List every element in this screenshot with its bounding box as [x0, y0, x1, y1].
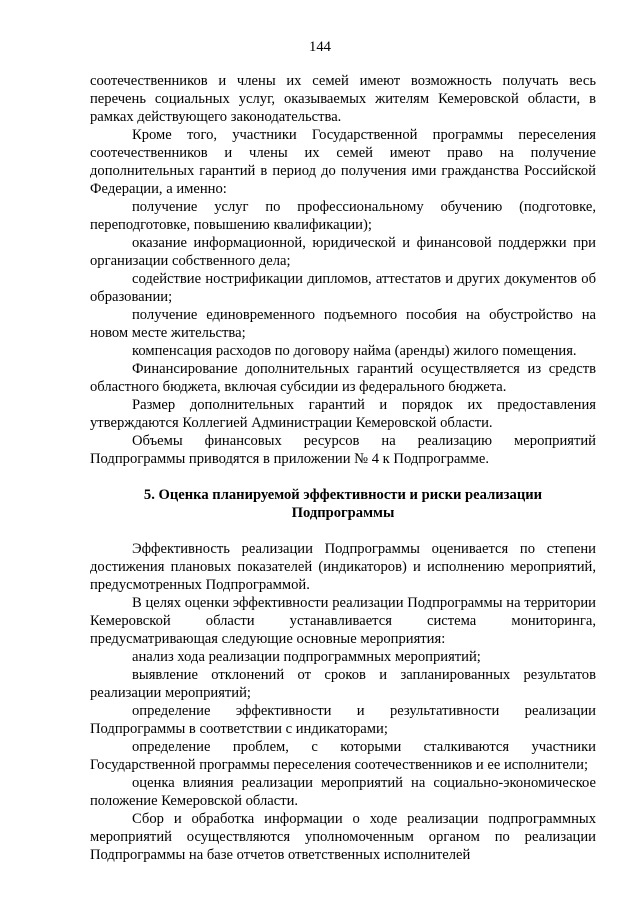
paragraph: Размер дополнительных гарантий и порядок их предоставления утверждаются Коллегией Администрации Кемеровской области.: [90, 397, 596, 431]
list-item: оказание информационной, юридической и финансовой поддержки при организации собственного дела;: [90, 235, 596, 269]
list-item: получение услуг по профессиональному обучению (подготовке, переподготовке, повышению квалификации);: [90, 199, 596, 233]
paragraphs-before: [90, 72, 596, 468]
list-item: получение единовременного подъемного пособия на обустройство на новом месте жительства;: [90, 307, 596, 341]
list-item: выявление отклонений от сроков и запланированных результатов реализации мероприятий;: [90, 667, 596, 701]
paragraph: Сбор и обработка информации о ходе реализации подпрограммных мероприятий осуществляются уполномоченным органом по реализации Подпрограммы на базе отчетов ответственных исполнителей: [90, 811, 596, 863]
paragraphs-after: [90, 540, 596, 864]
section-heading: 5. Оценка планируемой эффективности и риски реализации Подпрограммы: [143, 487, 543, 521]
list-item: оценка влияния реализации мероприятий на социально-экономическое положение Кемеровской области.: [90, 775, 596, 809]
paragraph: Эффективность реализации Подпрограммы оценивается по степени достижения плановых показателей (индикаторов) и исполнению мероприятий, предусмотренных Подпрограммой.: [90, 541, 596, 593]
list-item: содействие нострификации дипломов, аттестатов и других документов об образовании;: [90, 271, 596, 305]
paragraph: соотечественников и члены их семей имеют возможность получать весь перечень социальных услуг, оказываемых жителям Кемеровской области, в рамках действующего законодательства.: [90, 73, 596, 125]
paragraph: В целях оценки эффективности реализации Подпрограммы на территории Кемеровской области устанавливается система мониторинга, предусматривающая следующие основные мероприятия:: [90, 595, 596, 647]
page-content: [90, 72, 596, 864]
list-item: компенсация расходов по договору найма (аренды) жилого помещения.: [132, 343, 577, 359]
paragraph: Объемы финансовых ресурсов на реализацию мероприятий Подпрограммы приводятся в приложении № 4 к Подпрограмме.: [90, 433, 596, 467]
page-number: 144: [309, 39, 331, 55]
list-item: определение эффективности и результативности реализации Подпрограммы в соответствии с индикаторами;: [90, 703, 596, 737]
paragraph: Финансирование дополнительных гарантий осуществляется из средств областного бюджета, включая субсидии из федерального бюджета.: [90, 361, 596, 395]
list-item: анализ хода реализации подпрограммных мероприятий;: [132, 649, 481, 665]
list-item: определение проблем, с которыми сталкиваются участники Государственной программы переселения соотечественников и ее исполнители;: [90, 739, 596, 773]
paragraph: Кроме того, участники Государственной программы переселения соотечественников и члены их семей имеют право на получение дополнительных гарантий в период до получения ими гражданства Российской Федерации, а именно:: [90, 127, 596, 197]
